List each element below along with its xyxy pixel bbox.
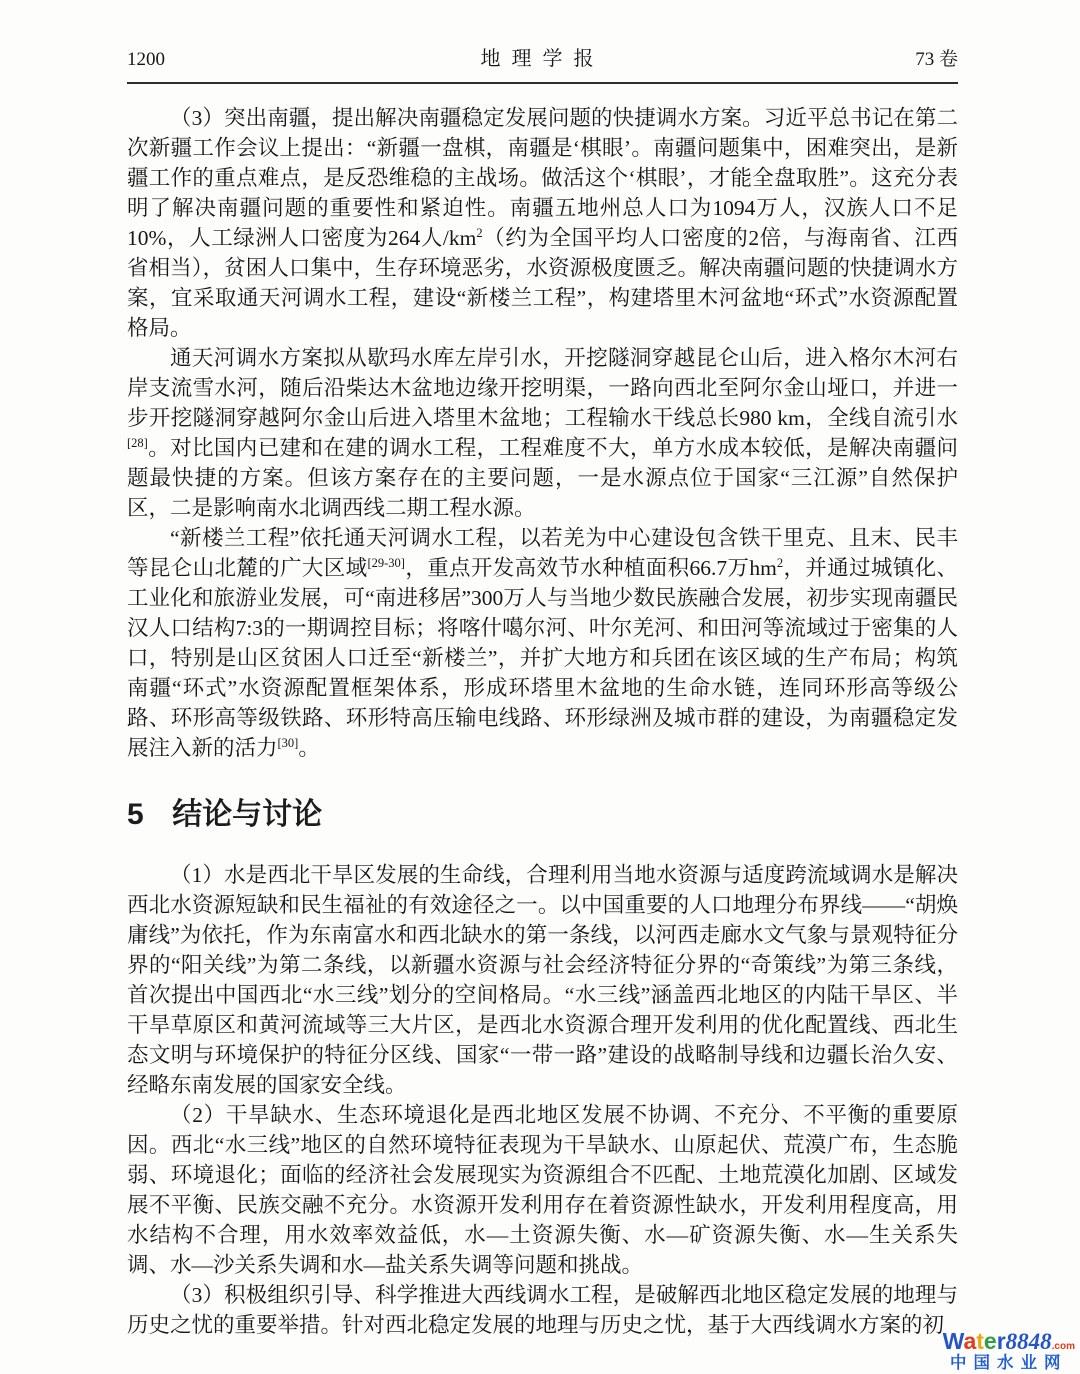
superscript-reference: [29-30] [367,555,405,570]
superscript-reference: 2 [776,555,784,570]
watermark-brand-letter: e [983,1327,997,1354]
paragraph: （3）积极组织引导、科学推进大西线调水工程，是破解西北地区稳定发展的地理与历史之忧的重要举措。针对西北稳定发展的地理与历史之忧，基于大西线调水方案的初 [127,1283,958,1337]
volume-number: 73 卷 [915,49,958,70]
watermark [943,1329,1075,1372]
article-body [127,103,958,1340]
superscript-reference: [30] [277,735,299,750]
watermark-brand [943,1329,1075,1354]
watermark-site-name: 中国水业网 [950,1353,1068,1372]
superscript-reference: [28] [127,435,148,450]
section-heading [127,800,958,830]
watermark-brand-letter: W [942,1327,964,1354]
watermark-brand-letter: t [976,1327,984,1354]
watermark-brand-letter: r [996,1327,1006,1354]
section-number: 5 [127,798,144,831]
watermark-brand-number: 8848 [1005,1328,1052,1354]
paragraph: “新楼兰工程”依托通天河调水工程，以若羌为中心建设包含铁干里克、且末、民丰等昆仑山北麓的广大区域[29-30]，重点开发高效节水种植面积66.7万$hm^2$，并通过城镇化、工业化和旅游业发展，可“南进移居”300万人与当地少数民族融合发展，初步实现南疆民汉人口结构7:3的一期调控目标；将喀什噶尔河、叶尔羌河、和田河等流域过于密集的人口，特别是山区贫困人口迁至“新楼兰”，并扩大地方和兵团在该区域的生产布局；构筑南疆“环式”水资源配置框架体系，形成环塔里木盆地的生命水链，连同环形高等级公路、环形高等级铁路、环形特高压输电线路、环形绿洲及城市群的建设，为南疆稳定发展注入新的活力[30]。 [127,526,958,760]
paragraph: 通天河调水方案拟从歇玛水库左岸引水，开挖隧洞穿越昆仑山后，进入格尔木河右岸支流雪水河，随后沿柴达木盆地边缘开挖明渠，一路向西北至阿尔金山垭口，并进一步开挖隧洞穿越阿尔金山后进入塔里木盆地；工程输水干线总长980 km，全线自流引水[28]。对比国内已建和在建的调水工程，工程难度不大，单方水成本较低，是解决南疆问题最快捷的方案。但该方案存在的主要问题，一是水源点位于国家“三江源”自然保护区，二是影响南水北调西线二期工程水源。 [127,346,958,520]
paragraph: （1）水是西北干旱区发展的生命线，合理利用当地水资源与适度跨流域调水是解决西北水资源短缺和民生福祉的有效途径之一。以中国重要的人口地理分布界线——“胡焕庸线”为依托，作为东南富水和西北缺水的第一条线，以河西走廊水文气象与景观特征分界的“阳关线”为第二条线，以新疆水资源与社会经济特征分界的“奇策线”为第三条线，首次提出中国西北“水三线”划分的空间格局。“水三线”涵盖西北地区的内陆干旱区、半干旱草原区和黄河流域等三大片区，是西北水资源合理开发利用的优化配置线、西北生态文明与环境保护的特征分区线、国家“一带一路”建设的战略制导线和边疆长治久安、经略东南发展的国家安全线。 [127,863,958,1097]
superscript-reference: 2 [476,225,483,240]
paragraph-group-after-heading [127,860,958,1340]
section-title: 结论与讨论 [172,798,323,831]
journal-title: 地理学报 [480,48,605,70]
paragraph: （2）干旱缺水、生态环境退化是西北地区发展不协调、不充分、不平衡的重要原因。西北“水三线”地区的自然环境特征表现为干旱缺水、山原起伏、荒漠广布，生态脆弱、环境退化；面临的经济社会发展现实为资源组合不匹配、土地荒漠化加剧、区域发展不平衡、民族交融不充分。水资源开发利用存在着资源性缺水，开发利用程度高，用水结构不合理，用水效率效益低，水—土资源失衡、水—矿资源失衡、水—生关系失调、水—沙关系失调和水—盐关系失调等问题和挑战。 [127,1103,958,1277]
paragraph-group-before-heading [127,103,958,763]
watermark-brand-letter: a [963,1327,977,1354]
watermark-brand-tld: .com [1051,1340,1075,1352]
page-number: 1200 [127,49,165,70]
watermark-brand-letters [943,1328,1006,1354]
paragraph: （3）突出南疆，提出解决南疆稳定发展问题的快捷调水方案。习近平总书记在第二次新疆工作会议上提出：“新疆一盘棋，南疆是‘棋眼’。南疆问题集中，困难突出，是新疆工作的重点难点，是反恐维稳的主战场。做活这个‘棋眼’，才能全盘取胜”。这充分表明了解决南疆问题的重要性和紧迫性。南疆五地州总人口为1094万人，汉族人口不足10%，人工绿洲人口密度为264人$/km^2$（约为全国平均人口密度的2倍，与海南省、江西省相当），贫困人口集中，生存环境恶劣，水资源极度匮乏。解决南疆问题的快捷调水方案，宜采取通天河调水工程，建设“新楼兰工程”，构建塔里木河盆地“环式”水资源配置格局。 [127,106,958,340]
page-header [127,42,958,84]
